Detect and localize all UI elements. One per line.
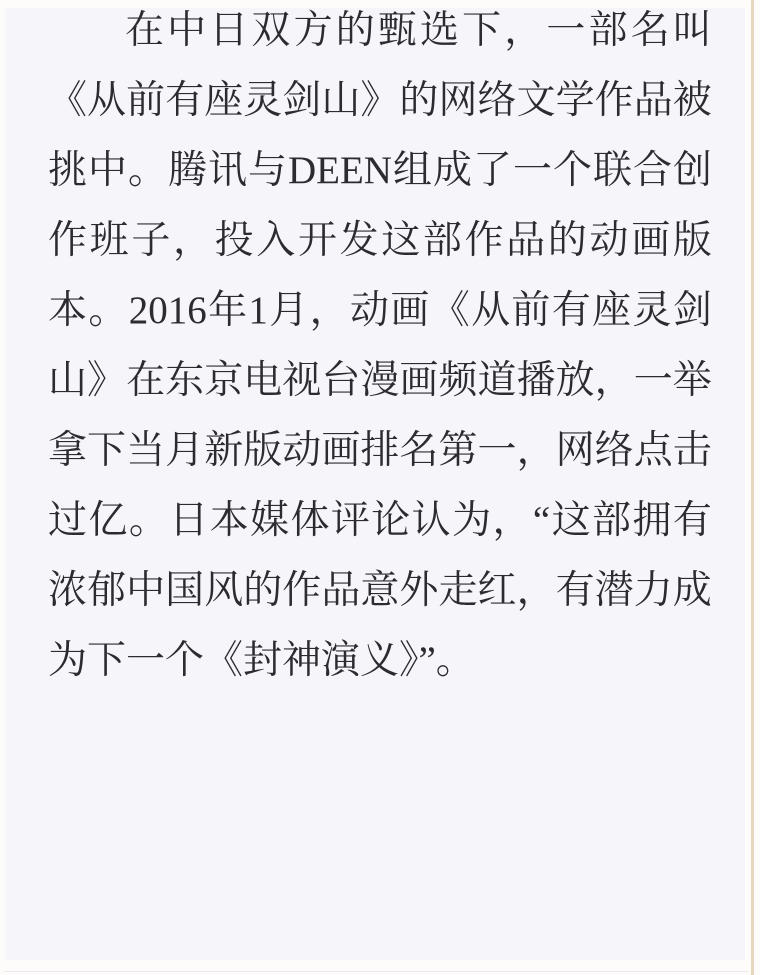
paragraph-line: 过 亿 。 日 本 媒 体 评 论 认 为 ， “ 这 部 拥 有 [48,499,712,542]
paragraph-line: 拿 下 当 月 新 版 动 画 排 名 第 一 ， 网 络 点 击 [48,429,712,472]
paragraph [48,0,712,696]
page-background [4,8,745,960]
paragraph-line: 浓 郁 中 国 风 的 作 品 意 外 走 红 ， 有 潜 力 成 [48,569,712,612]
page-bottom-divider [4,971,752,972]
paragraph-line: 在 中 日 双 方 的 甄 选 下 ， 一 部 名 叫 [125,9,712,52]
paragraph-line: 为下一个《封神演义》”。 [48,639,475,682]
page-edge-line [751,0,754,975]
paragraph-line: 本 。 2016 年 1 月 ， 动 画 《 从 前 有 座 灵 剑 [48,289,712,332]
paragraph-line: 挑 中 。 腾 讯 与 DEEN 组 成 了 一 个 联 合 创 [48,149,712,192]
paragraph-line: 《 从 前 有 座 灵 剑 山 》 的 网 络 文 学 作 品 被 [48,79,712,122]
paragraph-line: 山 》 在 东 京 电 视 台 漫 画 频 道 播 放 ， 一 举 [48,359,712,402]
paragraph-line: 作 班 子 ， 投 入 开 发 这 部 作 品 的 动 画 版 [48,219,712,262]
